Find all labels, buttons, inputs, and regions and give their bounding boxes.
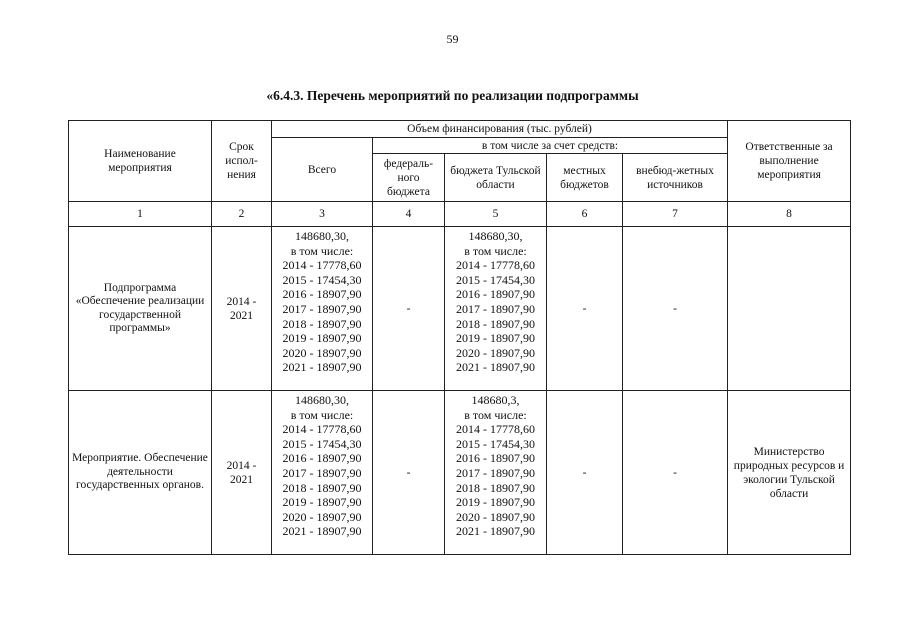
column-number: 1 [69, 202, 212, 227]
total-value-line: 2015 - 17454,30 [282, 272, 362, 287]
regional-value-line: 2021 - 18907,90 [456, 360, 535, 375]
measure-name: Подпрограмма «Обеспечение реализации государственной программы» [69, 227, 212, 391]
total-value-line: 2016 - 18907,90 [282, 287, 362, 302]
regional-value-line: 2016 - 18907,90 [456, 287, 535, 302]
table-row [69, 391, 851, 555]
column-number: 3 [272, 202, 373, 227]
responsible-party [728, 227, 851, 391]
total-funding [272, 227, 373, 391]
header-including: в том числе за счет средств: [373, 138, 728, 154]
measure-term: 2014 - 2021 [212, 227, 272, 391]
total-value-line: 2019 - 18907,90 [282, 331, 362, 346]
total-value-line: 2015 - 17454,30 [282, 436, 362, 451]
total-value-line: 2014 - 17778,60 [282, 258, 362, 273]
header-regional: бюджета Тульской области [445, 154, 547, 202]
regional-value-line: 2020 - 18907,90 [456, 345, 535, 360]
page-number: 59 [446, 32, 459, 46]
regional-value-line: 2018 - 18907,90 [456, 316, 535, 331]
total-value-line: 2014 - 17778,60 [282, 422, 362, 437]
total-value-line: 148680,30, [295, 393, 349, 407]
regional-value-line: в том числе: [464, 243, 527, 258]
total-value-line: 2017 - 18907,90 [282, 465, 362, 480]
column-number: 6 [547, 202, 623, 227]
regional-value-line: 2016 - 18907,90 [456, 451, 535, 466]
regional-value-line: 2017 - 18907,90 [456, 301, 535, 316]
column-number: 5 [445, 202, 547, 227]
regional-value-line: 2018 - 18907,90 [456, 480, 535, 495]
header-local: местных бюджетов [547, 154, 623, 202]
column-number: 4 [373, 202, 445, 227]
total-value-line: в том числе: [290, 243, 354, 258]
total-value-line: 2016 - 18907,90 [282, 451, 362, 466]
regional-value-line: 2015 - 17454,30 [456, 436, 535, 451]
extrabudget-funding: - [623, 227, 728, 391]
responsible-party: Министерство природных ресурсов и экологии Тульской области [728, 391, 851, 555]
total-funding [272, 391, 373, 555]
local-funding: - [547, 227, 623, 391]
header-name: Наименование мероприятия [69, 121, 212, 202]
federal-funding: - [373, 227, 445, 391]
total-value-line: 2020 - 18907,90 [282, 345, 362, 360]
total-value-line: 2021 - 18907,90 [282, 360, 362, 375]
regional-value-line: 148680,3, [471, 393, 520, 407]
total-value-line: 2019 - 18907,90 [282, 495, 362, 510]
regional-value-line: 148680,30, [468, 229, 523, 243]
column-number: 2 [212, 202, 272, 227]
header-federal: федераль-ного бюджета [373, 154, 445, 202]
local-funding: - [547, 391, 623, 555]
column-number: 8 [728, 202, 851, 227]
header-funding: Объем финансирования (тыс. рублей) [272, 121, 728, 138]
regional-value-line: 2019 - 18907,90 [456, 495, 535, 510]
header-extrabudget: внебюд-жетных источников [623, 154, 728, 202]
regional-value-line: 2014 - 17778,60 [456, 258, 535, 273]
header-term: Срок испол-нения [212, 121, 272, 202]
measures-table [68, 120, 851, 555]
measure-term: 2014 - 2021 [212, 391, 272, 555]
column-numbers-row [69, 202, 851, 227]
total-value-line: 2018 - 18907,90 [282, 480, 362, 495]
measure-name: Мероприятие. Обеспечение деятельности государственных органов. [69, 391, 212, 555]
column-number: 7 [623, 202, 728, 227]
extrabudget-funding: - [623, 391, 728, 555]
regional-value-line: 2017 - 18907,90 [456, 465, 535, 480]
regional-value-line: 2020 - 18907,90 [456, 509, 535, 524]
regional-value-line: 2015 - 17454,30 [456, 272, 535, 287]
header-total: Всего [272, 138, 373, 202]
regional-value-line: в том числе: [464, 407, 527, 422]
regional-value-line: 2021 - 18907,90 [456, 524, 535, 539]
table-row [69, 227, 851, 391]
regional-value-line: 2014 - 17778,60 [456, 422, 535, 437]
total-value-line: 2021 - 18907,90 [282, 524, 362, 539]
total-value-line: в том числе: [290, 407, 354, 422]
federal-funding: - [373, 391, 445, 555]
regional-funding [445, 391, 547, 555]
total-value-line: 148680,30, [295, 229, 349, 243]
total-value-line: 2018 - 18907,90 [282, 316, 362, 331]
header-responsible: Ответственные за выполнение мероприятия [728, 121, 851, 202]
regional-funding [445, 227, 547, 391]
total-value-line: 2017 - 18907,90 [282, 301, 362, 316]
regional-value-line: 2019 - 18907,90 [456, 331, 535, 346]
total-value-line: 2020 - 18907,90 [282, 509, 362, 524]
section-title: «6.4.3. Перечень мероприятий по реализации подпрограммы [266, 88, 639, 103]
